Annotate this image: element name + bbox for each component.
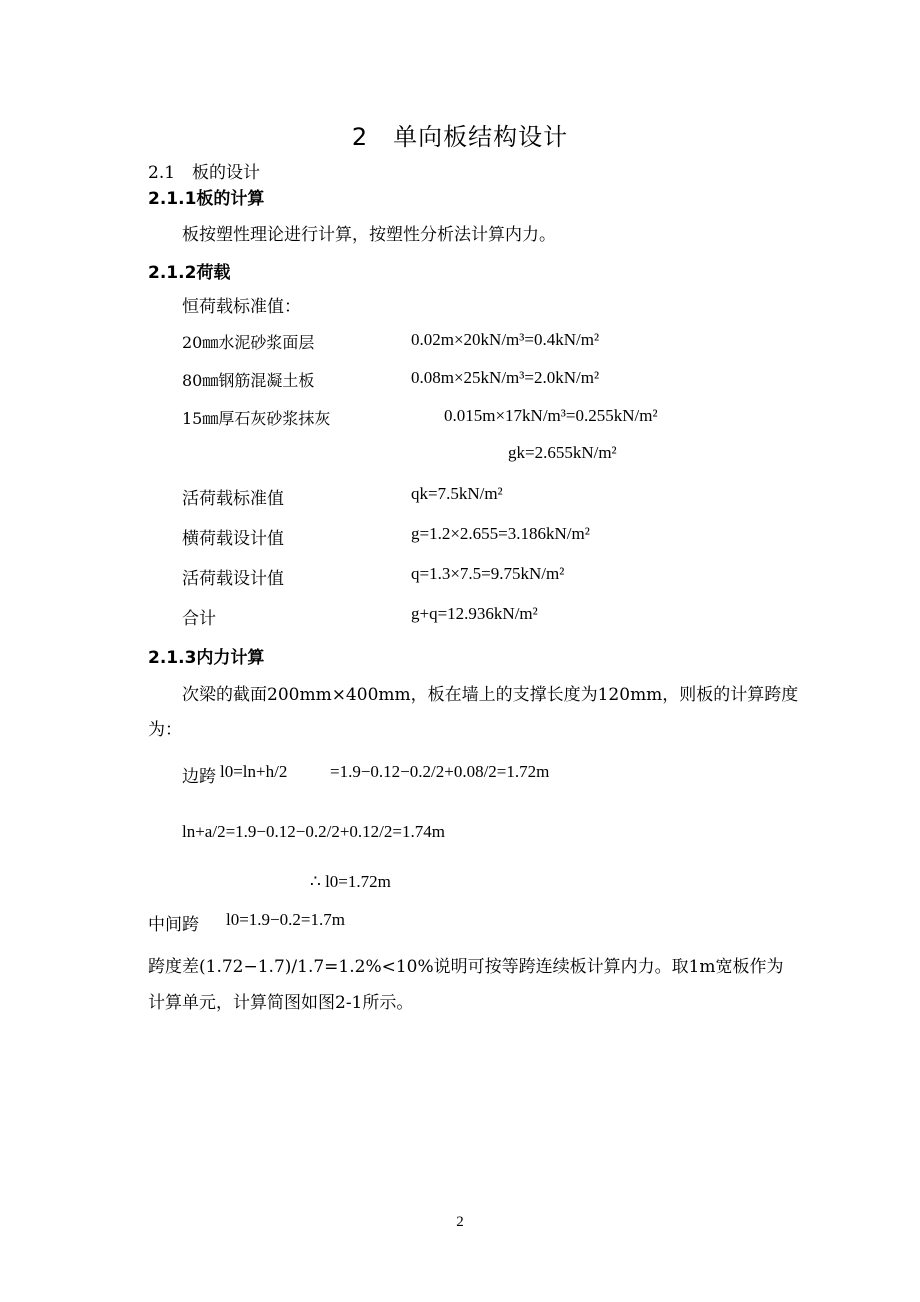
live-load-design-formula: q=1.3×7.5=9.75kN/m² [411,564,565,583]
paragraph-beam-section-line2: 为： [148,720,182,740]
dead-load-design-label: 横荷载设计值 [182,529,284,549]
paragraph-span-difference-line1: 跨度差(1.72−1.7)/1.7=1.2%<10%说明可按等跨连续板计算内力。取1m宽板作为 [148,957,784,977]
load-formula-lime-plaster: 0.015m×17kN/m³=0.255kN/m² [444,406,658,425]
edge-span-label: 边跨 [182,767,216,787]
total-load-formula: g+q=12.936kN/m² [411,604,538,623]
load-label-lime-plaster: 15㎜厚石灰砂浆抹灰 [182,409,331,428]
load-formula-mortar-topping: 0.02m×20kN/m³=0.4kN/m² [411,330,600,349]
paragraph-beam-section-line1: 次梁的截面200mm×400mm，板在墙上的支撑长度为120mm，则板的计算跨度 [182,685,799,705]
edge-span-equation-result: =1.9−0.12−0.2/2+0.08/2=1.72m [330,762,550,781]
section-2-1-heading: 2.1 板的设计 [148,163,261,183]
page-title: 2 单向板结构设计 [351,123,569,151]
paragraph-plastic-theory: 板按塑性理论进行计算，按塑性分析法计算内力。 [182,225,556,245]
live-load-standard-label: 活荷载标准值 [182,489,284,509]
gk-total-formula: gk=2.655kN/m² [508,443,617,462]
total-load-label: 合计 [182,609,216,629]
section-2-1-1-heading: 2.1.1板的计算 [148,189,265,209]
load-formula-concrete-slab: 0.08m×25kN/m³=2.0kN/m² [411,368,600,387]
section-2-1-2-heading: 2.1.2荷载 [148,263,231,283]
middle-span-equation: l0=1.9−0.2=1.7m [226,910,345,929]
live-load-design-label: 活荷载设计值 [182,569,284,589]
section-2-1-3-heading: 2.1.3内力计算 [148,648,265,668]
page-number: 2 [456,1214,464,1230]
live-load-standard-formula: qk=7.5kN/m² [411,484,503,503]
therefore-computed-span: ∴ l0=1.72m [310,872,391,891]
load-label-concrete-slab: 80㎜钢筋混凝土板 [182,371,315,390]
dead-load-heading: 恒荷载标准值： [182,297,301,317]
dead-load-design-formula: g=1.2×2.655=3.186kN/m² [411,524,590,543]
middle-span-label: 中间跨 [148,915,199,935]
edge-span-equation: l0=ln+h/2 [220,762,288,781]
clear-span-plus-support-equation: ln+a/2=1.9−0.12−0.2/2+0.12/2=1.74m [182,822,445,841]
paragraph-span-difference-line2: 计算单元，计算简图如图2-1所示。 [148,993,414,1013]
load-label-mortar-topping: 20㎜水泥砂浆面层 [182,333,315,352]
